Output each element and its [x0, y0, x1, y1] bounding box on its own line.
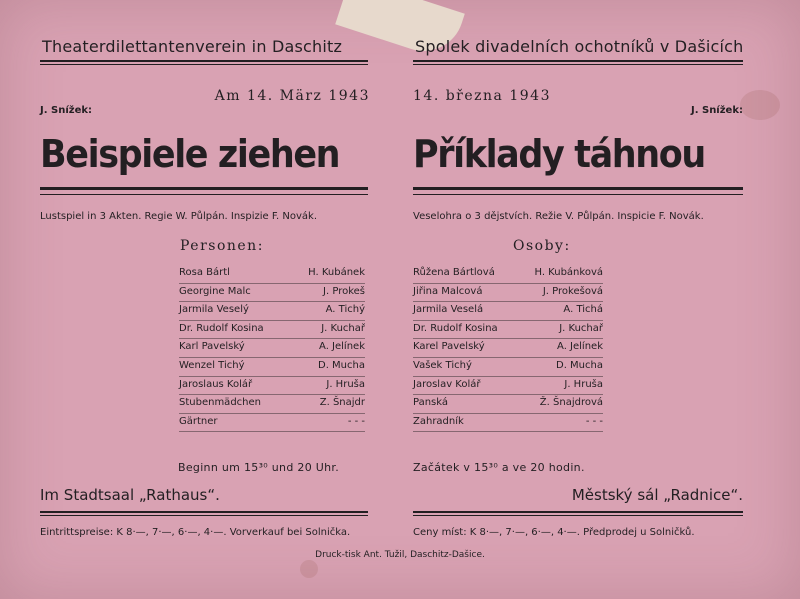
role: Georgine Malc [179, 285, 251, 297]
cast-row [179, 358, 365, 377]
cast-row [413, 302, 603, 321]
actor: J. Hruša [326, 378, 365, 390]
start-times: Beginn um 15³⁰ und 20 Uhr. [178, 461, 340, 474]
role: Dr. Rudolf Kosina [413, 322, 498, 334]
divider [413, 511, 743, 513]
divider [40, 511, 368, 513]
role: Jaroslaus Kolář [179, 378, 253, 390]
actor: J. Kuchař [559, 322, 603, 334]
role: Vašek Tichý [413, 359, 472, 371]
production-credits: Lustspiel in 3 Akten. Regie W. Půlpán. Inspizie F. Novák. [40, 211, 317, 222]
actor: J. Prokeš [323, 285, 365, 297]
role: Wenzel Tichý [179, 359, 245, 371]
role: Karl Pavelský [179, 341, 245, 353]
author: J. Snížek: [690, 105, 743, 116]
cast-row [413, 358, 603, 377]
play-title: Příklady táhnou [413, 132, 705, 176]
cast-row [179, 321, 365, 340]
stain [300, 560, 318, 578]
divider [40, 187, 368, 190]
performance-date: Am 14. März 1943 [214, 88, 370, 104]
cast-row [179, 414, 365, 433]
actor: H. Kubánek [308, 267, 365, 278]
cast-row [179, 395, 365, 414]
cast-row [179, 284, 365, 303]
role: Jarmila Veselá [413, 304, 484, 316]
author: J. Snížek: [40, 105, 93, 116]
cast-row [179, 302, 365, 321]
actor: A. Tichý [325, 304, 365, 316]
divider [413, 64, 743, 65]
role: Jarmila Veselý [179, 304, 249, 316]
actor: A. Jelínek [319, 341, 365, 353]
divider [40, 60, 368, 62]
role: Stubenmädchen [179, 397, 261, 409]
actor: J. Prokešová [542, 285, 603, 297]
divider [40, 194, 368, 195]
cast-row [179, 339, 365, 358]
divider [413, 515, 743, 516]
cast-row [413, 284, 603, 303]
role: Jiřina Malcová [413, 285, 483, 297]
divider [413, 60, 743, 62]
role: Dr. Rudolf Kosina [179, 322, 264, 334]
cast-row [179, 265, 365, 284]
role: Růžena Bártlová [413, 267, 495, 278]
cast-row [413, 339, 603, 358]
role: Jaroslav Kolář [413, 378, 481, 390]
role: Rosa Bártl [179, 267, 230, 278]
cast-heading: Personen: [180, 238, 264, 254]
actor: A. Tichá [563, 304, 603, 316]
actor: - - - [347, 415, 365, 427]
cast-row [413, 377, 603, 396]
cast-list [413, 265, 603, 432]
society-name: Theaterdilettantenverein in Daschitz [42, 37, 343, 56]
venue: Městský sál „Radnice“. [571, 486, 743, 504]
actor: J. Hruša [564, 378, 603, 390]
cast-row [413, 321, 603, 340]
actor: Ž. Šnajdrová [539, 397, 603, 409]
divider [413, 194, 743, 195]
role: Zahradník [413, 415, 464, 427]
divider [40, 64, 368, 65]
cast-row [179, 377, 365, 396]
divider [413, 187, 743, 190]
start-times: Začátek v 15³⁰ a ve 20 hodin. [413, 461, 585, 474]
actor: A. Jelínek [557, 341, 603, 353]
actor: D. Mucha [318, 359, 365, 371]
venue: Im Stadtsaal „Rathaus“. [40, 486, 220, 504]
ticket-prices: Eintrittspreise: K 8·—, 7·—, 6·—, 4·—. Vorverkauf bei Solnička. [40, 527, 351, 538]
actor: Z. Šnajdr [319, 397, 365, 409]
printer-credit: Druck-tisk Ant. Tužil, Daschitz-Dašice. [315, 550, 485, 560]
performance-date: 14. března 1943 [413, 88, 551, 104]
cast-heading: Osoby: [513, 238, 571, 254]
role: Panská [413, 397, 448, 409]
society-name: Spolek divadelních ochotníků v Dašicích [415, 37, 744, 56]
actor: - - - [585, 415, 603, 427]
role: Karel Pavelský [413, 341, 485, 353]
cast-row [413, 414, 603, 433]
actor: D. Mucha [556, 359, 603, 371]
actor: J. Kuchař [321, 322, 365, 334]
role: Gärtner [179, 415, 218, 427]
play-title: Beispiele ziehen [40, 132, 340, 176]
stain [740, 90, 780, 120]
cast-row [413, 265, 603, 284]
production-credits: Veselohra o 3 dějstvích. Režie V. Půlpán. Inspicie F. Novák. [413, 211, 704, 222]
cast-list [179, 265, 365, 432]
actor: H. Kubánková [534, 267, 603, 278]
divider [40, 515, 368, 516]
cast-row [413, 395, 603, 414]
ticket-prices: Ceny míst: K 8·—, 7·—, 6·—, 4·—. Předprodej u Solničků. [413, 527, 695, 538]
